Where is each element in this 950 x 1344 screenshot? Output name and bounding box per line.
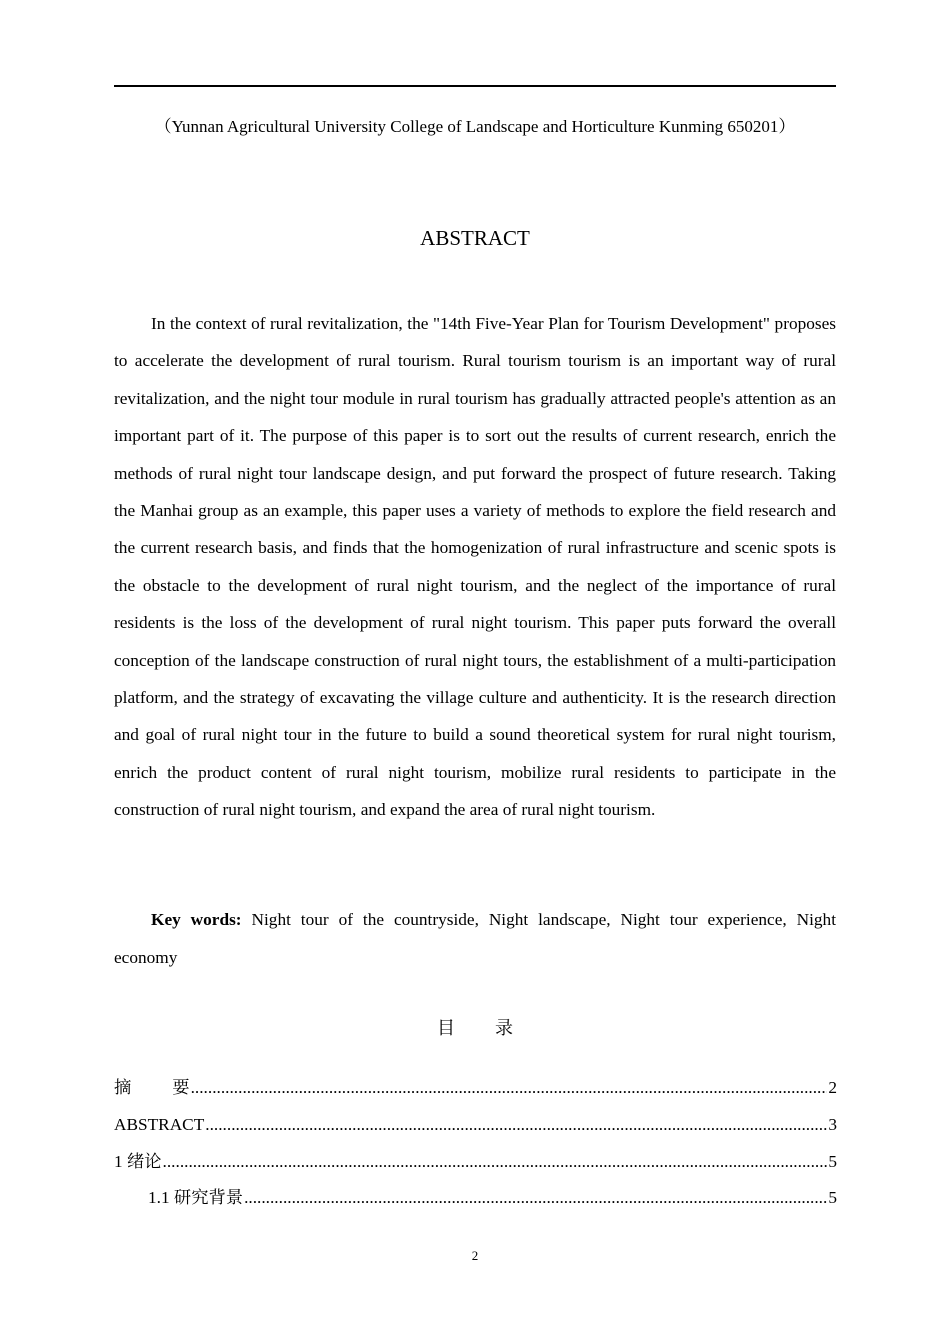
toc-entry-label-part2: 要	[172, 1078, 190, 1097]
toc-heading-part1: 目	[437, 1018, 455, 1038]
keywords-text: Night tour of the countryside, Night landscape, Night tour experience, Night economy	[114, 910, 836, 967]
toc-entry-label: 1.1 研究背景	[148, 1188, 244, 1208]
toc-entry-page: 3	[828, 1114, 837, 1134]
toc-entry-page: 2	[828, 1078, 837, 1097]
toc-entry-label	[114, 1074, 190, 1102]
abstract-body: In the context of rural revitalization, the "14th Five-Year Plan for Tourism Development" proposes to accelerate the development of rural tourism. Rural tourism tourism is an important way of rural revitalization, and the night tour module in rural tourism has gradually attracted people's attention as an important part of it. The purpose of this paper is to sort out the results of current research, enrich the methods of rural night tour landscape design, and put forward the prospect of future research. Taking the Manhai group as an example, this paper uses a variety of methods to explore the field research and the current research basis, and finds that the homogenization of rural infrastructure and scenic spots is the obstacle to the development of rural night tourism, and the neglect of the importance of rural residents is the loss of the development of rural night tourism. This paper puts forward the overall conception of the landscape construction of rural night tours, the establishment of a multi-participation platform, and the strategy of excavating the village culture and authenticity. It is the research direction and goal of rural night tour in the future to build a sound theoretical system for rural night tourism, enrich the product content of rural night tourism, mobilize rural residents to participate in the construction of rural night tourism, and expand the area of rural night tourism.	[114, 314, 836, 820]
toc-entry-section-1-1[interactable]	[114, 1184, 837, 1221]
toc-entry-abstract[interactable]	[114, 1111, 837, 1148]
toc-entry-chapter-1[interactable]	[114, 1148, 837, 1185]
keywords-paragraph	[114, 901, 836, 977]
author-affiliation: （Yunnan Agricultural University College of Landscape and Horticulture Kunming 650201）	[154, 117, 796, 136]
toc-entry-label-part1: 摘	[114, 1078, 132, 1097]
toc-entry-label: 1 绪论	[114, 1151, 162, 1171]
toc-heading-part2: 录	[495, 1018, 513, 1038]
toc-dot-leader	[244, 1184, 827, 1212]
toc-dot-leader	[191, 1074, 828, 1102]
toc-entry-page: 5	[828, 1188, 837, 1208]
table-of-contents	[114, 1074, 837, 1221]
toc-entry-page: 5	[828, 1151, 837, 1171]
toc-entry-label: ABSTRACT	[114, 1114, 205, 1134]
header-rule	[114, 85, 836, 87]
page-number: 2	[471, 1248, 479, 1263]
toc-dot-leader	[163, 1148, 828, 1176]
abstract-heading: ABSTRACT	[420, 226, 530, 250]
toc-entry-summary[interactable]	[114, 1074, 837, 1111]
toc-heading	[114, 1016, 836, 1040]
toc-dot-leader	[205, 1111, 827, 1139]
keywords-label: Key words:	[151, 910, 242, 929]
